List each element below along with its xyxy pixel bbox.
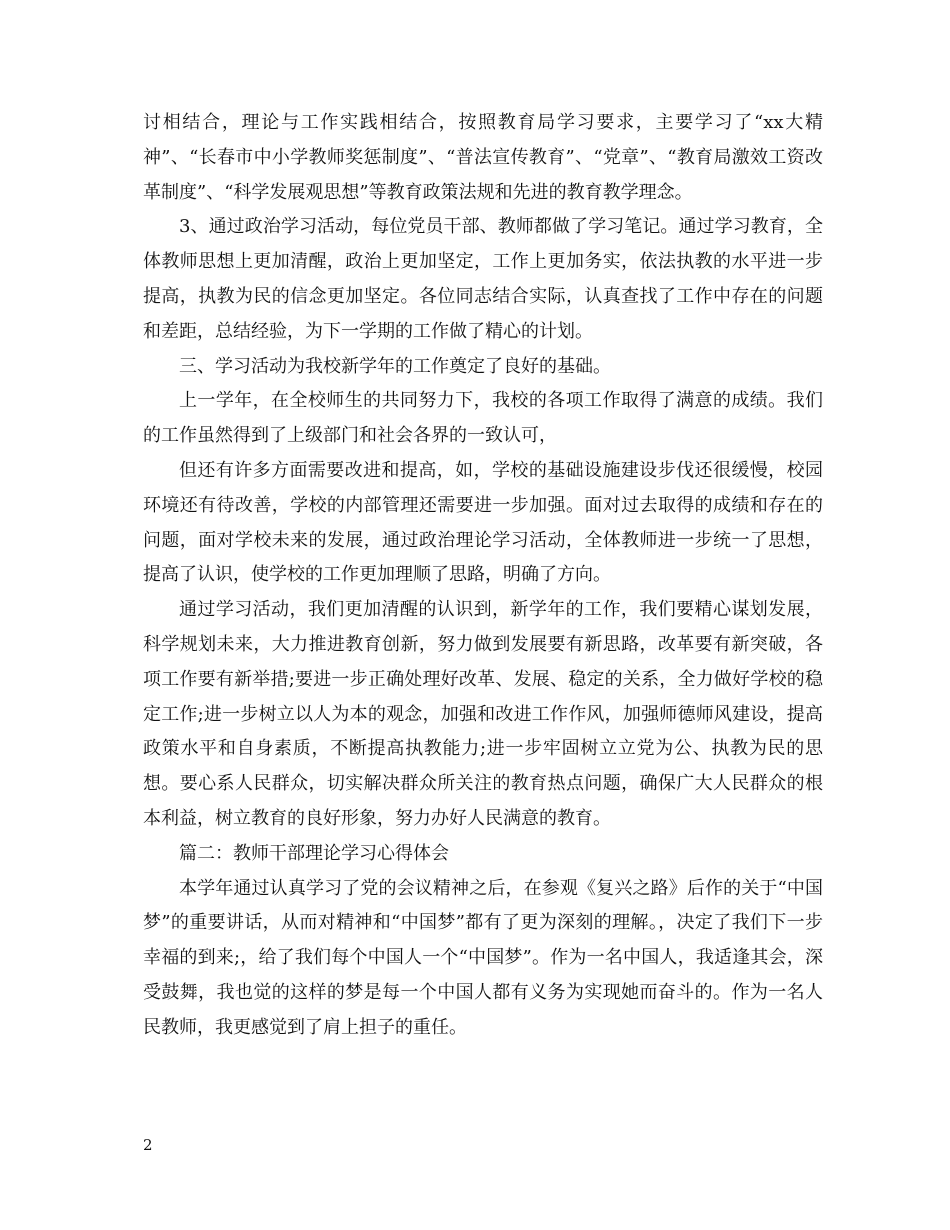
section-heading-three: 三、学习活动为我校新学年的工作奠定了良好的基础。	[179, 355, 611, 377]
paragraph-continuation: 讨相结合，理论与工作实践相结合，按照教育局学习要求，主要学习了“xx大精神”、“长春市中小学教师奖惩制度”、“普法宣传教育”、“党章”、“教育局激效工资改革制度”、“科学发展观思想”等教育政策法规和先进的教育教学理念。	[143, 112, 823, 203]
paragraph-last-year: 上一学年，在全校师生的共同努力下，我校的各项工作取得了满意的成绩。我们的工作虽然得到了上级部门和社会各界的一致认可，	[143, 390, 823, 447]
document-body	[143, 106, 823, 1046]
page-number: 2	[143, 1136, 153, 1154]
paragraph-improvements: 但还有许多方面需要改进和提高，如，学校的基础设施建设步伐还很缓慢，校园环境还有待改善，学校的内部管理还需要进一步加强。面对过去取得的成绩和存在的问题，面对学校未来的发展，通过政治理论学习活动，全体教师进一步统一了思想，提高了认识，使学校的工作更加理顺了思路，明确了方向。	[143, 459, 823, 586]
article-heading-part-two: 篇二：教师干部理论学习心得体会	[179, 842, 449, 864]
paragraph-china-dream: 本学年通过认真学习了党的会议精神之后，在参观《复兴之路》后作的关于“中国梦”的重要讲话，从而对精神和“中国梦”都有了更为深刻的理解。，决定了我们下一步幸福的到来;，给了我们每个中国人一个“中国梦”。作为一名中国人，我适逢其会，深受鼓舞，我也觉的这样的梦是每一个中国人都有义务为实现她而奋斗的。作为一名人民教师，我更感觉到了肩上担子的重任。	[143, 877, 823, 1038]
paragraph-item-3: 3、通过政治学习活动，每位党员干部、教师都做了学习笔记。通过学习教育，全体教师思想上更加清醒，政治上更加坚定，工作上更加务实，依法执教的水平进一步提高，执教为民的信念更加坚定。各位同志结合实际，认真查找了工作中存在的问题和差距，总结经验，为下一学期的工作做了精心的计划。	[143, 216, 823, 342]
paragraph-new-year-work: 通过学习活动，我们更加清醒的认识到，新学年的工作，我们要精心谋划发展，科学规划未来，大力推进教育创新，努力做到发展要有新思路，改革要有新突破，各项工作要有新举措;要进一步正确处理好改革、发展、稳定的关系，全力做好学校的稳定工作;进一步树立以人为本的观念，加强和改进工作作风，加强师德师风建设，提高政策水平和自身素质，不断提高执教能力;进一步牢固树立立党为公、执教为民的思想。要心系人民群众，切实解决群众所关注的教育热点问题，确保广大人民群众的根本利益，树立教育的良好形象，努力办好人民满意的教育。	[143, 599, 823, 829]
